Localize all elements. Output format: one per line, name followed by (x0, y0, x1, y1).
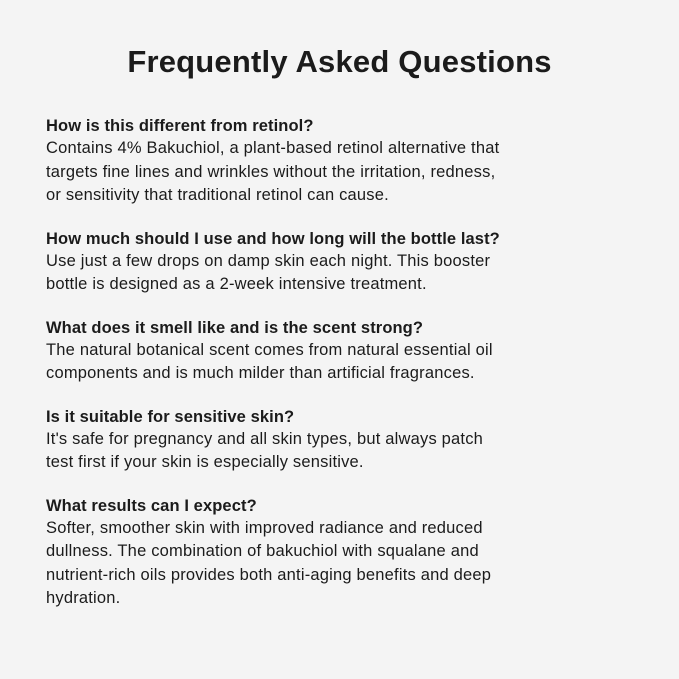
faq-item-retinol-difference (46, 115, 633, 208)
faq-answer: It's safe for pregnancy and all skin types, but always patch test first if your skin is especially sensitive. (46, 429, 484, 471)
faq-answer: Contains 4% Bakuchiol, a plant-based retinol alternative that targets fine lines and wrinkles without the irritation, redness, or sensitivity that traditional retinol can cause. (46, 139, 500, 204)
faq-question: Is it suitable for sensitive skin? (46, 407, 295, 426)
faq-question: How much should I use and how long will the bottle last? (46, 229, 500, 248)
faq-list (46, 115, 633, 611)
faq-item-scent (46, 317, 633, 386)
faq-answer: The natural botanical scent comes from natural essential oil components and is much milder than artificial fragrances. (46, 340, 493, 382)
faq-item-usage-duration (46, 228, 633, 297)
faq-item-results (46, 495, 633, 611)
faq-answer: Softer, smoother skin with improved radiance and reduced dullness. The combination of bakuchiol with squalane and nutrient-rich oils provides both anti-aging benefits and deep hydration. (46, 518, 492, 607)
faq-question: How is this different from retinol? (46, 117, 314, 135)
faq-question: What results can I expect? (46, 496, 257, 515)
faq-question: What does it smell like and is the scent strong? (46, 318, 424, 337)
faq-answer: Use just a few drops on damp skin each night. This booster bottle is designed as a 2-week intensive treatment. (46, 251, 491, 293)
faq-item-sensitive-skin (46, 406, 633, 475)
page-title: Frequently Asked Questions (127, 44, 552, 79)
